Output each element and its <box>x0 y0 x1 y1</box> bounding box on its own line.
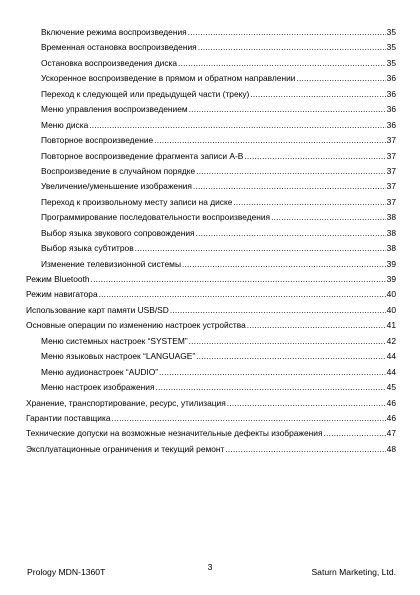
toc-entry[interactable] <box>26 87 396 102</box>
toc-entry[interactable] <box>26 164 396 179</box>
toc-entry-page: 42 <box>386 335 396 346</box>
toc-entry-page: 35 <box>386 42 396 53</box>
toc-leader-dots <box>135 241 386 256</box>
toc-leader-dots <box>156 380 386 395</box>
toc-leader-dots <box>225 442 385 457</box>
toc-entry-title: Остановка воспроизведения диска <box>41 57 178 68</box>
toc-entry[interactable] <box>26 179 396 194</box>
toc-entry[interactable] <box>26 365 396 380</box>
toc-entry[interactable] <box>26 334 396 349</box>
toc-entry-title: Ускоренное воспроизведение в прямом и обратном направлении <box>41 73 296 84</box>
toc-leader-dots <box>89 118 385 133</box>
toc-entry[interactable] <box>26 71 396 86</box>
footer-company: Saturn Marketing, Ltd. <box>311 567 396 577</box>
toc-entry-title: Повторное воспроизведение фрагмента записи A-B <box>41 150 244 161</box>
toc-entry-title: Режим Bluetooth <box>26 274 90 284</box>
toc-entry[interactable] <box>26 241 396 256</box>
toc-entry-page: 48 <box>386 443 396 454</box>
toc-entry[interactable] <box>26 272 396 287</box>
toc-entry-page: 36 <box>386 104 396 115</box>
toc-leader-dots <box>244 149 385 164</box>
toc-entry[interactable] <box>26 380 396 395</box>
toc-entry-title: Повторное воспроизведение <box>41 135 154 146</box>
toc-leader-dots <box>227 396 386 411</box>
toc-leader-dots <box>189 334 386 349</box>
toc-leader-dots <box>178 56 386 71</box>
toc-entry-page: 44 <box>386 366 396 377</box>
toc-entry-page: 36 <box>386 88 396 99</box>
toc-entry-title: Меню системных настроек “SYSTEM” <box>41 335 188 346</box>
toc-entry-page: 37 <box>386 165 396 176</box>
toc-leader-dots <box>271 210 386 225</box>
toc-entry[interactable] <box>26 210 396 225</box>
toc-entry-page: 36 <box>386 73 396 84</box>
toc-leader-dots <box>193 179 386 194</box>
toc-entry[interactable] <box>26 25 396 40</box>
toc-entry[interactable] <box>26 411 396 426</box>
toc-entry-title: Хранение, транспортирование, ресурс, утилизация <box>26 397 226 408</box>
footer-model: Prology MDN-1360T <box>27 567 106 577</box>
toc-entry-page: 38 <box>386 212 396 223</box>
toc-entry-page: 39 <box>386 274 396 284</box>
toc-entry-page: 38 <box>386 227 396 238</box>
toc-entry-page: 37 <box>386 181 396 192</box>
toc-leader-dots <box>247 318 386 333</box>
toc-entry-title: Программирование последовательности воспроизведения <box>41 212 271 223</box>
toc-entry-title: Использование карт памяти USB/SD <box>26 304 169 315</box>
toc-leader-dots <box>233 195 385 210</box>
toc-entry-title: Эксплуатационные ограничения и текущий ремонт <box>26 443 225 454</box>
toc-entry[interactable] <box>26 149 396 164</box>
toc-entry-title: Воспроизведение в случайном порядке <box>41 165 196 176</box>
toc-entry[interactable] <box>26 257 396 272</box>
toc-entry-title: Технические допуски на возможные незначительные дефекты изображения <box>26 428 323 439</box>
toc-entry[interactable] <box>26 303 396 318</box>
toc-leader-dots <box>250 87 385 102</box>
toc-entry-title: Меню управления воспроизведением <box>41 104 188 115</box>
toc-entry[interactable] <box>26 318 396 333</box>
toc-leader-dots <box>196 226 386 241</box>
toc-entry[interactable] <box>26 133 396 148</box>
toc-leader-dots <box>112 411 386 426</box>
toc-entry-page: 39 <box>386 258 396 269</box>
toc-entry-title: Основные операции по изменению настроек устройства <box>26 320 246 331</box>
toc-entry[interactable] <box>26 40 396 55</box>
footer-page-number: 3 <box>207 562 213 572</box>
toc-leader-dots <box>154 133 386 148</box>
toc-leader-dots <box>196 349 386 364</box>
toc-entry[interactable] <box>26 102 396 117</box>
toc-leader-dots <box>196 164 386 179</box>
toc-entry-page: 40 <box>386 304 396 315</box>
toc-entry-title: Режим навигатора <box>26 289 98 300</box>
toc-entry-page: 40 <box>386 289 396 300</box>
toc-entry[interactable] <box>26 426 396 441</box>
toc-leader-dots <box>99 287 386 302</box>
toc-leader-dots <box>198 40 386 55</box>
toc-leader-dots <box>189 102 386 117</box>
toc-entry-page: 47 <box>386 428 396 439</box>
toc-entry[interactable] <box>26 195 396 210</box>
toc-leader-dots <box>91 272 386 287</box>
toc-leader-dots <box>188 25 386 40</box>
toc-entry-title: Меню диска <box>41 119 89 130</box>
toc-entry-title: Меню аудионастроек “AUDIO” <box>41 366 159 377</box>
toc-entry[interactable] <box>26 396 396 411</box>
toc-entry-title: Временная остановка воспроизведения <box>41 42 197 53</box>
toc-entry-title: Переход к произвольному месту записи на диске <box>41 196 233 207</box>
toc-entry-page: 45 <box>386 382 396 393</box>
toc-entry-title: Изменение телевизионной системы <box>41 258 181 269</box>
toc-entry-page: 35 <box>386 57 396 68</box>
toc-entry-title: Меню языковых настроек “LANGUAGE” <box>41 351 196 362</box>
toc-entry-title: Включение режима воспроизведения <box>41 27 187 37</box>
toc-entry-page: 37 <box>386 150 396 161</box>
toc-entry[interactable] <box>26 56 396 71</box>
toc-leader-dots <box>182 257 386 272</box>
toc-entry-page: 46 <box>386 397 396 408</box>
toc-entry-page: 44 <box>386 351 396 362</box>
toc-entry-page: 35 <box>386 27 396 37</box>
toc-entry-title: Меню настроек изображения <box>41 382 155 393</box>
toc-entry-title: Переход к следующей или предыдущей части (треку) <box>41 88 250 99</box>
page-footer <box>0 560 420 580</box>
toc-entry-page: 46 <box>386 412 396 423</box>
toc-entry-page: 37 <box>386 196 396 207</box>
toc-entry[interactable] <box>26 287 396 302</box>
toc-leader-dots <box>296 71 385 86</box>
toc-entry-page: 38 <box>386 243 396 254</box>
toc-entry-title: Выбор языка субтитров <box>41 243 134 254</box>
toc-entry-page: 41 <box>386 320 396 331</box>
toc-leader-dots <box>170 303 386 318</box>
toc-entry[interactable] <box>26 118 396 133</box>
toc-entry-title: Увеличение/уменьшение изображения <box>41 181 192 192</box>
toc-entry-page: 37 <box>386 135 396 146</box>
toc-entry[interactable] <box>26 226 396 241</box>
toc-entry[interactable] <box>26 349 396 364</box>
toc-leader-dots <box>159 365 386 380</box>
toc-entry[interactable] <box>26 442 396 457</box>
toc-entry-title: Гарантии поставщика <box>26 412 111 423</box>
toc-entry-page: 36 <box>386 119 396 130</box>
toc-entry-title: Выбор языка звукового сопровождения <box>41 227 195 238</box>
toc-leader-dots <box>324 426 386 441</box>
table-of-contents <box>26 25 396 457</box>
